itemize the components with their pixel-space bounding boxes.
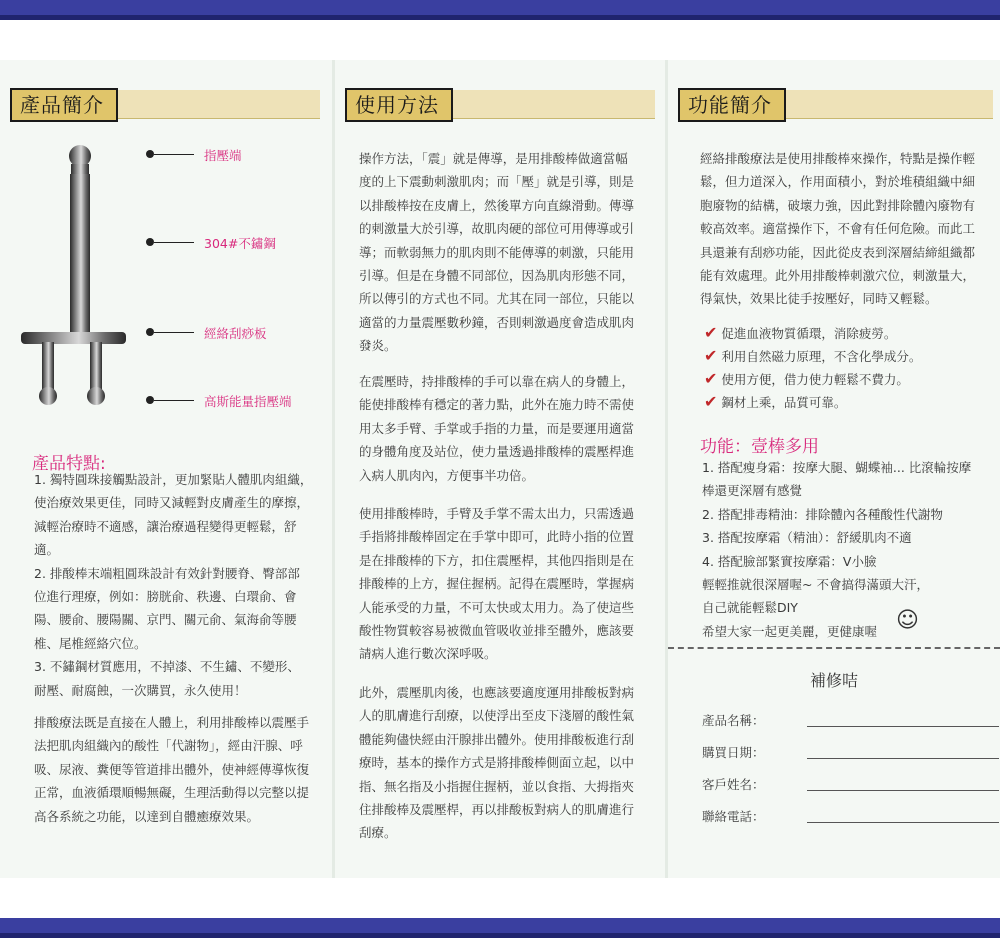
usage-paragraph-4: 此外，震壓肌肉後，也應該要適度運用排酸板對病 人的肌膚進行刮療，以使浮出至皮下淺層的酸性氣 體能夠儘快經由汗腺排出體外。使用排酸板進行刮 療時，基本的操作方式是將排酸棒側面立起，以中 指、無名指及小指握住握柄，並以食指、大拇指夾 住排酸棒及震壓桿，再以排酸板對病人的肌膚進行 刮療。 bbox=[359, 685, 635, 841]
usage-paragraph-3: 使用排酸棒時，手臂及手掌不需太出力，只需透過 手指將排酸棒固定在手掌中即可，此時小指的位置 是在排酸棒的下方，扣住震壓桿，其他四指則是在 排酸棒的上方，握住握柄。記得在震壓時，掌握病 人能承受的力量，不可太快或太用力。為了使這些 酸性物質較容易被微血管吸收並排至體外，應該要 請病人進行數次深呼吸。 bbox=[359, 506, 635, 662]
checkmark-icon: ✔ bbox=[704, 392, 718, 411]
product-intro-panel bbox=[0, 60, 332, 878]
form-row-phone: 聯絡電話： bbox=[702, 806, 1000, 830]
uses-list: 1. 搭配瘦身霜：按摩大腿、蝴蝶袖... 比滾輪按摩 棒還更深層有感覺 2. 搭配排毒精油：排除體內各種酸性代謝物 3. 搭配按摩霜（精油）：舒緩肌肉不適 4. 搭配臉部緊實按摩霜：V小臉 輕輕推就很深層喔~ 不會搞得滿頭大汗， 自己就能輕鬆DIY 希望大家一起更美麗，更健康喔 bbox=[702, 460, 972, 639]
callout-dot bbox=[146, 150, 154, 158]
smiley-icon: ☺ bbox=[896, 608, 919, 633]
usage-panel bbox=[335, 60, 665, 878]
usage-title: 使用方法 bbox=[345, 88, 453, 122]
purchase-date-field[interactable] bbox=[807, 758, 999, 759]
title-bar bbox=[345, 90, 655, 119]
callout-dot bbox=[146, 396, 154, 404]
function-panel bbox=[668, 60, 1000, 878]
uses-heading: 功能：壹棒多用 bbox=[700, 437, 819, 457]
callout-line bbox=[154, 400, 194, 401]
callout-scraper: 經絡刮痧板 bbox=[204, 326, 267, 341]
features-heading: 產品特點: bbox=[32, 454, 106, 474]
form-row-customer: 客戶姓名： bbox=[702, 774, 1000, 798]
dashed-divider bbox=[668, 647, 1000, 649]
callout-line bbox=[154, 154, 194, 155]
check-item: ✔ 利用自然磁力原理，不含化學成分。 bbox=[704, 346, 922, 365]
product-intro-title: 產品簡介 bbox=[10, 88, 118, 122]
usage-paragraph-1: 操作方法，「震」就是傳導，是用排酸棒做適當幅 度的上下震動刺激肌肉；而「壓」就是引導，則是 以排酸棒按在皮膚上，然後單方向直線滑動。傳導 的刺激量大於引導，故肌肉硬的部位可用傳導或引 導；而軟弱無力的肌肉則不能傳導的刺激，只能用 引導。但是在身體不同部位，因為肌肉形態不同， 所以傳引的方式也不同。尤其在同一部位，只能以 適當的力量震壓數秒鐘，否則刺激過度會造成肌肉 發炎。 bbox=[359, 151, 635, 354]
function-title: 功能簡介 bbox=[678, 88, 786, 122]
callout-dot bbox=[146, 328, 154, 336]
callout-energy-tip: 高斯能量指壓端 bbox=[204, 394, 292, 409]
callout-line bbox=[154, 242, 194, 243]
bottom-color-band bbox=[0, 918, 1000, 938]
callout-dot bbox=[146, 238, 154, 246]
contact-phone-field[interactable] bbox=[807, 822, 999, 823]
product-name-field[interactable] bbox=[807, 726, 999, 727]
checkmark-icon: ✔ bbox=[704, 346, 718, 365]
acid-stick-image bbox=[18, 142, 138, 412]
checkmark-icon: ✔ bbox=[704, 323, 718, 342]
function-intro: 經絡排酸療法是使用排酸棒來操作，特點是操作輕 鬆，但力道深入，作用面積小，對於堆積組織中細 胞廢物的結構，破壞力強，因此對排除體內廢物有 較高效率。適當操作下，不會有任何危險。而此工 具還兼有刮痧功能，因此從皮表到深層結締組織都 能有效處理。此外用排酸棒刺激穴位，刺激量大， 得氣快，效果比徒手按壓好，同時又輕鬆。 bbox=[700, 151, 976, 307]
form-row-product: 產品名稱： bbox=[702, 710, 1000, 734]
features-list: 1. 獨特圓珠接觸點設計，更加緊貼人體肌肉組織， 使治療效果更佳，同時又減輕對皮膚產生的摩擦， 減輕治療時不適感，讓治療過程變得更輕鬆，舒 適。 2. 排酸棒末端粗圓珠設計有效針對腰脊、臀部部 位進行理療，例如：膀胱俞、秩邊、白環俞、會 陽、腰俞、腰陽關、京門、關元俞、氣海俞等腰 椎、尾椎經絡穴位。 3. 不鏽鋼材質應用，不掉漆、不生鏽、不變形、 耐壓、耐腐蝕，一次購買，永久使用！ bbox=[34, 472, 313, 698]
form-row-date: 購買日期： bbox=[702, 742, 1000, 766]
callout-steel: 304#不鏽鋼 bbox=[204, 236, 276, 251]
title-bar bbox=[678, 90, 993, 119]
callout-tip: 指壓端 bbox=[204, 148, 242, 163]
callout-line bbox=[154, 332, 194, 333]
customer-name-field[interactable] bbox=[807, 790, 999, 791]
warranty-card-title: 補修咭 bbox=[809, 671, 858, 690]
check-item: ✔ 使用方便，借力使力輕鬆不費力。 bbox=[704, 369, 909, 388]
check-item: ✔ 促進血液物質循環，消除疲勞。 bbox=[704, 323, 897, 342]
checkmark-icon: ✔ bbox=[704, 369, 718, 388]
title-bar bbox=[10, 90, 320, 119]
usage-paragraph-2: 在震壓時，持排酸棒的手可以靠在病人的身體上， 能使排酸棒有穩定的著力點，此外在施力時不需使 用太多手臂、手掌或手指的力量，而是要運用適當 的身體角度及站位，使力量透過排酸棒的震壓桿進 入病人肌肉內，方便事半功倍。 bbox=[359, 374, 635, 483]
top-color-band bbox=[0, 0, 1000, 20]
check-item: ✔ 鋼材上乘，品質可靠。 bbox=[704, 392, 847, 411]
closing-paragraph: 排酸療法既是直接在人體上，利用排酸棒以震壓手 法把肌肉組織內的酸性「代謝物」，經由汗腺、呼 吸、尿液、糞便等管道排出體外，使神經傳導恢復 正常，血液循環順暢無礙，生理活動得以完整以提 高各系統之功能，以達到自體癒療效果。 bbox=[34, 715, 310, 824]
